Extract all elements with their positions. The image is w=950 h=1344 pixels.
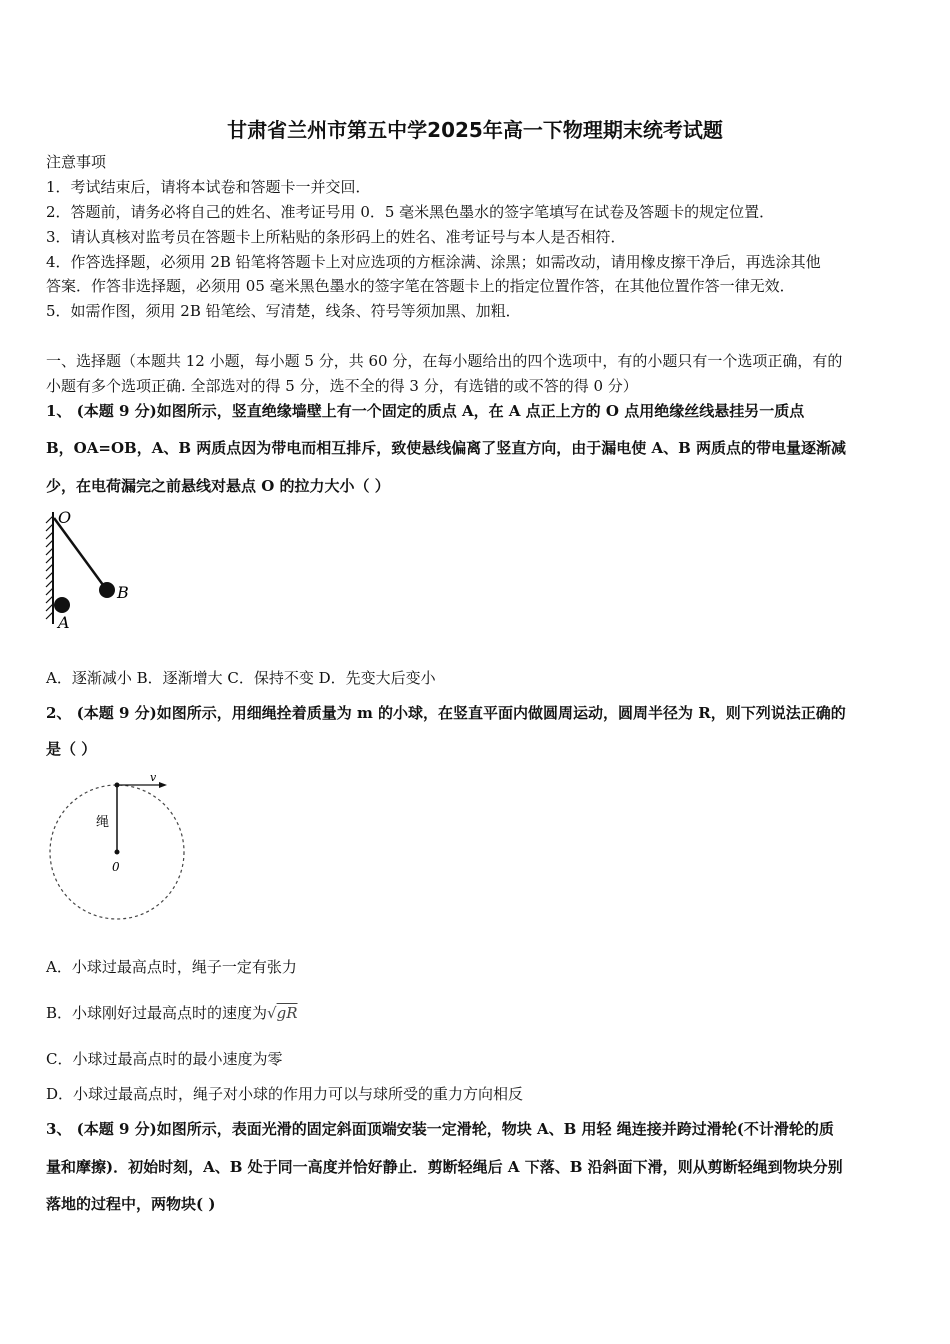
section-heading: 一、选择题（本题共 12 小题，每小题 5 分，共 60 分，在每小题给出的四个选项中，有的小题只有一个选项正确，有的 bbox=[46, 352, 843, 370]
label-v: v bbox=[150, 771, 157, 784]
q2-option-d: D．小球过最高点时，绳子对小球的作用力可以与球所受的重力方向相反 bbox=[46, 1085, 524, 1103]
q2-option-b bbox=[46, 1003, 298, 1023]
label-rope: 绳 bbox=[96, 815, 110, 830]
q2-option-c: C．小球过最高点时的最小速度为零 bbox=[46, 1050, 283, 1068]
label-o: O bbox=[58, 508, 72, 527]
question-2-text: 是（ ） bbox=[46, 740, 97, 758]
notice-item: 2．答题前，请务必将自己的姓名、准考证号用 0．5 毫米黑色墨水的签字笔填写在试卷及答题卡的规定位置． bbox=[46, 203, 775, 221]
notice-item: 4．作答选择题，必须用 2B 铅笔将答题卡上对应选项的方框涂满、涂黑；如需改动，请用橡皮擦干净后，再选涂其他 bbox=[46, 253, 821, 271]
question-1-text: 1、 (本题 9 分)如图所示，竖直绝缘墙壁上有一个固定的质点 A，在 A 点正上方的 O 点用绝缘丝线悬挂另一质点 bbox=[46, 402, 805, 420]
ball-a bbox=[54, 597, 70, 613]
question-1-text: 少，在电荷漏完之前悬线对悬点 O 的拉力大小（ ） bbox=[46, 477, 390, 495]
question-2-text: 2、 (本题 9 分)如图所示，用细绳拴着质量为 m 的小球，在竖直平面内做圆周运动，圆周半径为 R，则下列说法正确的 bbox=[46, 704, 846, 722]
notice-item: 1．考试结束后，请将本试卷和答题卡一并交回． bbox=[46, 178, 371, 196]
q2-option-a: A．小球过最高点时，绳子一定有张力 bbox=[46, 958, 297, 976]
label-a: A bbox=[58, 613, 70, 632]
sqrt-gr-formula: √gR bbox=[267, 1004, 298, 1022]
notice-item: 3．请认真核对监考员在答题卡上所粘贴的条形码上的姓名、准考证号与本人是否相符． bbox=[46, 228, 626, 246]
notice-item: 答案．作答非选择题，必须用 05 毫米黑色墨水的签字笔在答题卡上的指定位置作答，在其他位置作答一律无效． bbox=[46, 277, 795, 295]
label-center: 0 bbox=[112, 860, 120, 874]
label-b: B bbox=[117, 583, 129, 602]
question-1-text: B，OA=OB，A、B 两质点因为带电而相互排斥，致使悬线偏离了竖直方向，由于漏电使 A、B 两质点的带电量逐渐减 bbox=[46, 439, 846, 457]
question-3-text: 3、 (本题 9 分)如图所示，表面光滑的固定斜面顶端安装一定滑轮，物块 A、B 用轻 绳连接并跨过滑轮(不计滑轮的质 bbox=[46, 1120, 834, 1138]
notice-item: 5．如需作图，须用 2B 铅笔绘、写清楚，线条、符号等须加黑、加粗． bbox=[46, 302, 521, 320]
notice-heading: 注意事项 bbox=[46, 153, 107, 171]
q1-wall-pendulum-figure bbox=[40, 506, 140, 634]
question-1-options: A．逐渐减小 B．逐渐增大 C．保持不变 D．先变大后变小 bbox=[46, 669, 436, 687]
ball-b bbox=[99, 582, 115, 598]
q2-circular-motion-figure bbox=[46, 768, 191, 928]
question-3-text: 落地的过程中，两物块( ) bbox=[46, 1195, 216, 1213]
q2-option-b-text: B．小球刚好过最高点时的速度为 bbox=[46, 1004, 268, 1022]
question-3-text: 量和摩擦)．初始时刻，A、B 处于同一高度并恰好静止．剪断轻绳后 A 下落、B 沿斜面下滑，则从剪断轻绳到物块分别 bbox=[46, 1158, 843, 1176]
section-heading: 小题有多个选项正确. 全部选对的得 5 分，选不全的得 3 分，有选错的或不答的得 0 分） bbox=[46, 377, 638, 395]
page-title: 甘肃省兰州市第五中学2025年高一下物理期末统考试题 bbox=[227, 118, 723, 142]
